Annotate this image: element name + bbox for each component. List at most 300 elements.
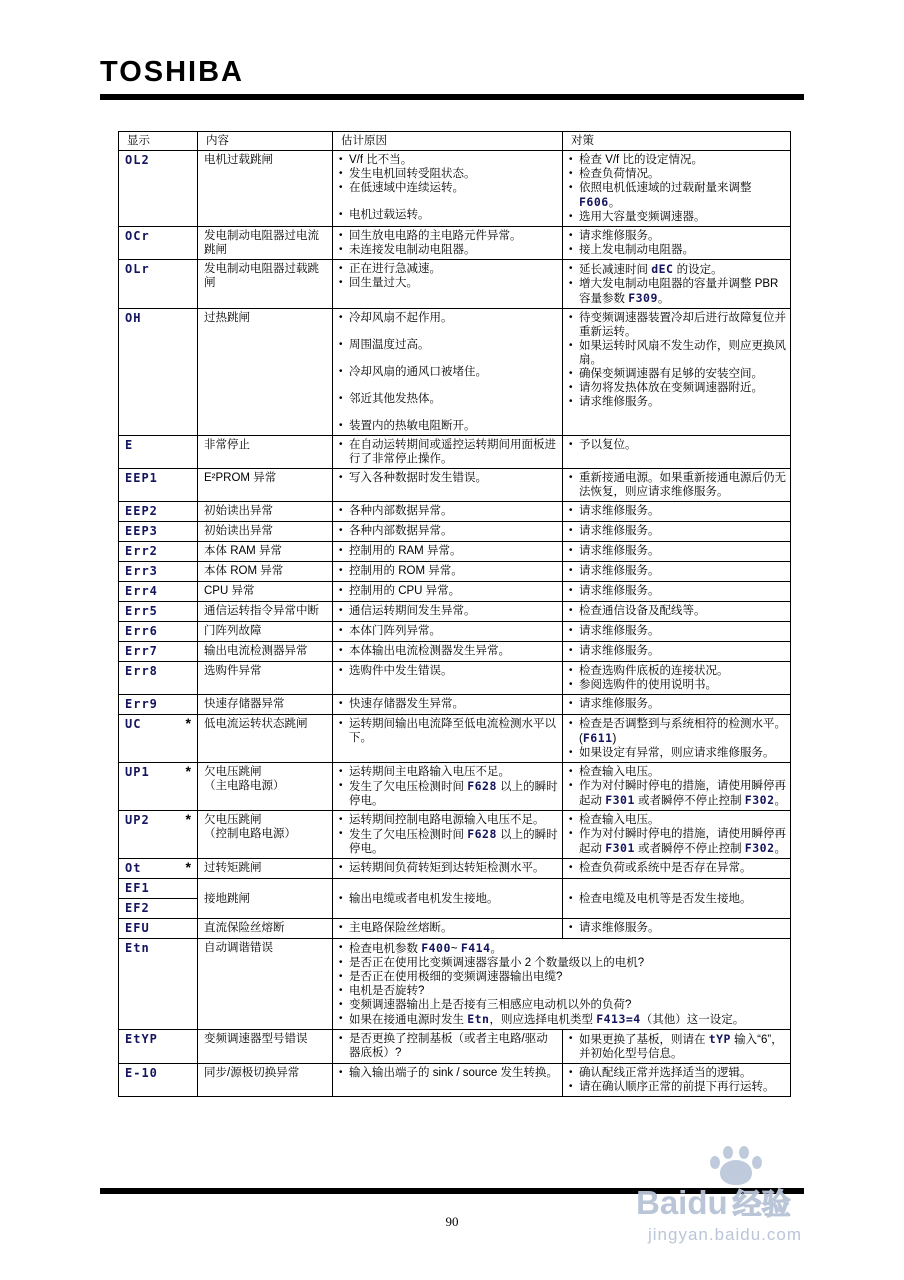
cell-display-code bbox=[119, 919, 198, 939]
bullet-item bbox=[339, 243, 558, 257]
bullet-icon: • bbox=[569, 230, 573, 241]
bullet-icon: • bbox=[569, 545, 573, 556]
bullet-item bbox=[569, 229, 786, 243]
bullet-text: 请求维修服务。 bbox=[579, 545, 660, 557]
bullet-text: 检查电机参数 F400~ F414。 bbox=[349, 941, 503, 955]
bullet-icon: • bbox=[569, 565, 573, 576]
param-code: F628 bbox=[467, 779, 497, 793]
error-code: E bbox=[125, 438, 134, 452]
cell-content bbox=[198, 695, 333, 715]
bullet-text: 各种内部数据异常。 bbox=[349, 525, 453, 537]
param-code: F301 bbox=[605, 793, 635, 807]
bullet-text: 请求维修服务。 bbox=[579, 698, 660, 710]
cell-content bbox=[198, 602, 333, 622]
bullet-icon: • bbox=[569, 1033, 573, 1044]
cell-content bbox=[198, 859, 333, 879]
cell-action bbox=[563, 151, 791, 227]
bullet-text: 请求维修服务。 bbox=[579, 922, 660, 934]
cell-display-code bbox=[119, 622, 198, 642]
cell-action bbox=[563, 582, 791, 602]
error-code: OH bbox=[125, 311, 142, 325]
bullet-text: 检查输入电压。 bbox=[579, 814, 660, 826]
bullet-icon: • bbox=[339, 1067, 343, 1078]
cell-display-code bbox=[119, 879, 198, 899]
cell-action bbox=[563, 695, 791, 715]
bullet-text: 选用大容量变频调速器。 bbox=[579, 211, 706, 223]
cell-action bbox=[563, 436, 791, 469]
bullet-item bbox=[339, 624, 558, 638]
table-row bbox=[119, 1030, 791, 1064]
error-code: EEP2 bbox=[125, 504, 158, 518]
bullet-item bbox=[569, 604, 786, 618]
param-code: F413=4 bbox=[596, 1012, 641, 1026]
bullet-text: 重新接通电源。如果重新接通电源后仍无法恢复，则应请求维修服务。 bbox=[579, 472, 786, 498]
bullet-item bbox=[339, 644, 558, 658]
param-code: tYP bbox=[708, 1032, 731, 1046]
bullet-item bbox=[569, 624, 786, 638]
error-code: EFU bbox=[125, 921, 150, 935]
bullet-text: 确保变频调速器有足够的安装空间。 bbox=[579, 368, 763, 380]
table-row bbox=[119, 309, 791, 436]
content-line: 初始读出异常 bbox=[204, 505, 273, 517]
bullet-icon: • bbox=[339, 263, 343, 274]
cell-cause bbox=[333, 582, 563, 602]
error-table-body bbox=[119, 151, 791, 1097]
bullet-icon: • bbox=[569, 244, 573, 255]
cell-display-code bbox=[119, 715, 198, 763]
content-line: 发电制动电阻器过电流跳闸 bbox=[204, 230, 319, 256]
cell-cause bbox=[333, 562, 563, 582]
bullet-icon: • bbox=[569, 182, 573, 193]
content-line: 同步/源极切换异常 bbox=[204, 1067, 300, 1079]
bullet-text: 请求维修服务。 bbox=[579, 230, 660, 242]
header-display: 显示 bbox=[119, 132, 198, 151]
cell-display-code bbox=[119, 859, 198, 879]
content-line: （控制电路电源） bbox=[204, 828, 296, 840]
bullet-icon: • bbox=[569, 312, 573, 323]
bullet-text: 检查通信设备及配线等。 bbox=[579, 605, 706, 617]
bullet-text: 冷却风扇的通风口被堵住。 bbox=[349, 366, 487, 378]
cell-display-code bbox=[119, 502, 198, 522]
table-row bbox=[119, 469, 791, 502]
param-code: dEC bbox=[651, 262, 674, 276]
bullet-text: 延长减速时间 dEC 的设定。 bbox=[579, 262, 723, 276]
bullet-item bbox=[339, 970, 786, 984]
bullet-item bbox=[339, 921, 558, 935]
bullet-text: 控制用的 ROM 异常。 bbox=[349, 565, 463, 577]
bullet-item bbox=[569, 438, 786, 452]
content-line: 过热跳闸 bbox=[204, 312, 250, 324]
cell-display-code bbox=[119, 151, 198, 227]
cell-content bbox=[198, 502, 333, 522]
bullet-text: 运转期间负荷转矩到达转矩检测水平。 bbox=[349, 862, 545, 874]
bullet-text: 控制用的 CPU 异常。 bbox=[349, 585, 461, 597]
bullet-item bbox=[569, 395, 786, 409]
cell-content bbox=[198, 522, 333, 542]
bullet-item bbox=[569, 544, 786, 558]
bullet-icon: • bbox=[339, 780, 343, 791]
cell-display-code bbox=[119, 309, 198, 436]
content-line: 输出电流检测器异常 bbox=[204, 645, 308, 657]
bullet-text: 请求维修服务。 bbox=[579, 505, 660, 517]
asterisk-marker: * bbox=[185, 811, 191, 827]
bullet-icon: • bbox=[339, 420, 343, 431]
bullet-item bbox=[569, 892, 786, 906]
bullet-text: 检查选购件底板的连接状况。 bbox=[579, 665, 729, 677]
table-row bbox=[119, 859, 791, 879]
cell-content bbox=[198, 227, 333, 260]
content-line: 本体 RAM 异常 bbox=[204, 545, 282, 557]
bullet-item bbox=[569, 584, 786, 598]
cell-content bbox=[198, 260, 333, 309]
cell-cause bbox=[333, 662, 563, 695]
bullet-text: 检查 V/f 比的设定情况。 bbox=[579, 154, 703, 166]
table-row bbox=[119, 227, 791, 260]
cell-cause bbox=[333, 151, 563, 227]
bullet-icon: • bbox=[569, 382, 573, 393]
bullet-text: 如果运转时风扇不发生动作，则应更换风扇。 bbox=[579, 340, 786, 366]
bullet-text: 请求维修服务。 bbox=[579, 625, 660, 637]
bullet-item bbox=[339, 564, 558, 578]
cell-action bbox=[563, 522, 791, 542]
bullet-text: 如果在接通电源时发生 Etn，则应选择电机类型 F413=4（其他）这一设定。 bbox=[349, 1012, 745, 1026]
bullet-icon: • bbox=[339, 472, 343, 483]
content-line: 快速存储器异常 bbox=[204, 698, 285, 710]
content-line: 选购件异常 bbox=[204, 665, 262, 677]
bullet-text: 依照电机低速域的过载耐量来调整 F606。 bbox=[579, 182, 752, 209]
error-code: OLr bbox=[125, 262, 150, 276]
table-row bbox=[119, 151, 791, 227]
bullet-item bbox=[339, 861, 558, 875]
bullet-icon: • bbox=[569, 1067, 573, 1078]
bullet-text: 是否正在使用比变频调速器容量小 2 个数量级以上的电机? bbox=[349, 957, 645, 969]
content-line: 直流保险丝熔断 bbox=[204, 922, 285, 934]
table-row bbox=[119, 695, 791, 715]
bullet-icon: • bbox=[569, 814, 573, 825]
bullet-item bbox=[339, 892, 558, 906]
cell-content bbox=[198, 562, 333, 582]
error-code: Err3 bbox=[125, 564, 158, 578]
table-row bbox=[119, 436, 791, 469]
param-code: F302 bbox=[744, 841, 775, 855]
cell-display-code bbox=[119, 260, 198, 309]
error-code: UC bbox=[125, 717, 142, 731]
bullet-icon: • bbox=[569, 211, 573, 222]
content-line: 欠电压跳闸 bbox=[204, 814, 262, 826]
bullet-icon: • bbox=[339, 985, 343, 996]
baidu-paw-icon bbox=[710, 1144, 766, 1186]
bullet-icon: • bbox=[569, 828, 573, 839]
cell-display-code bbox=[119, 227, 198, 260]
bullet-item bbox=[569, 277, 786, 306]
cell-action bbox=[563, 502, 791, 522]
content-line: 本体 ROM 异常 bbox=[204, 565, 284, 577]
cell-display-code bbox=[119, 763, 198, 811]
table-row bbox=[119, 582, 791, 602]
bullet-icon: • bbox=[569, 1081, 573, 1092]
bullet-item bbox=[569, 678, 786, 692]
cell-action bbox=[563, 542, 791, 562]
content-line: 非常停止 bbox=[204, 439, 250, 451]
cell-cause bbox=[333, 642, 563, 662]
cell-display-code bbox=[119, 662, 198, 695]
cell-display-code bbox=[119, 1064, 198, 1097]
header-rule bbox=[100, 94, 804, 100]
bullet-item bbox=[569, 311, 786, 339]
bullet-text: 选购件中发生错误。 bbox=[349, 665, 453, 677]
cell-cause bbox=[333, 879, 563, 919]
bullet-icon: • bbox=[339, 942, 343, 953]
bullet-item bbox=[339, 998, 786, 1012]
bullet-text: 检查是否调整到与系统相符的检测水平。(F611) bbox=[579, 718, 786, 745]
table-row bbox=[119, 502, 791, 522]
param-code: F414 bbox=[460, 941, 491, 955]
cell-content bbox=[198, 622, 333, 642]
bullet-text: 请求维修服务。 bbox=[579, 585, 660, 597]
bullet-item bbox=[569, 381, 786, 395]
bullet-text: 运转期间主电路输入电压不足。 bbox=[349, 766, 510, 778]
bullet-icon: • bbox=[339, 645, 343, 656]
error-code: UP1 bbox=[125, 765, 150, 779]
bullet-icon: • bbox=[569, 645, 573, 656]
bullet-text: 运转期间输出电流降至低电流检测水平以下。 bbox=[349, 718, 556, 744]
error-code: EEP3 bbox=[125, 524, 158, 538]
bullet-item bbox=[339, 229, 558, 243]
table-row bbox=[119, 763, 791, 811]
cell-content bbox=[198, 763, 333, 811]
table-row bbox=[119, 642, 791, 662]
bullet-icon: • bbox=[569, 892, 573, 904]
content-line: 自动调谐错误 bbox=[204, 942, 273, 954]
bullet-icon: • bbox=[569, 368, 573, 379]
cell-content bbox=[198, 662, 333, 695]
bullet-item bbox=[339, 717, 558, 745]
bullet-item bbox=[339, 956, 786, 970]
cell-cause bbox=[333, 919, 563, 939]
content-line: 欠电压跳闸 bbox=[204, 766, 262, 778]
cell-content bbox=[198, 919, 333, 939]
bullet-text: 正在进行急减速。 bbox=[349, 263, 441, 275]
bullet-text: 待变频调速器装置冷却后进行故障复位并重新运转。 bbox=[579, 312, 786, 338]
bullet-text: 接上发电制动电阻器。 bbox=[579, 244, 694, 256]
bullet-icon: • bbox=[569, 278, 573, 289]
bullet-item bbox=[569, 664, 786, 678]
bullet-icon: • bbox=[339, 814, 343, 825]
error-code: UP2 bbox=[125, 813, 150, 827]
table-row bbox=[119, 602, 791, 622]
bullet-icon: • bbox=[339, 168, 343, 179]
bullet-text: 变频调速器输出上是否接有三相感应电动机以外的负荷? bbox=[349, 999, 632, 1011]
page-number: 90 bbox=[445, 1214, 459, 1229]
bullet-text: 电机是否旋转? bbox=[349, 985, 425, 997]
table-row bbox=[119, 622, 791, 642]
bullet-text: 电机过载运转。 bbox=[349, 209, 430, 221]
bullet-item bbox=[569, 153, 786, 167]
bullet-icon: • bbox=[339, 971, 343, 982]
error-code: E-10 bbox=[125, 1066, 158, 1080]
bullet-icon: • bbox=[569, 168, 573, 179]
table-row bbox=[119, 662, 791, 695]
cell-display-code bbox=[119, 542, 198, 562]
bullet-item bbox=[339, 1066, 558, 1080]
error-code-table bbox=[118, 131, 791, 1097]
bullet-text: 请求维修服务。 bbox=[579, 396, 660, 408]
header-content: 内容 bbox=[198, 132, 333, 151]
bullet-item bbox=[339, 392, 558, 406]
cell-display-code bbox=[119, 562, 198, 582]
header-action: 对策 bbox=[563, 132, 791, 151]
header-cause: 估计原因 bbox=[333, 132, 563, 151]
bullet-text: 通信运转期间发生异常。 bbox=[349, 605, 476, 617]
cell-display-code bbox=[119, 602, 198, 622]
bullet-icon: • bbox=[339, 862, 343, 873]
cell-action bbox=[563, 622, 791, 642]
bullet-icon: • bbox=[339, 244, 343, 255]
cell-action bbox=[563, 859, 791, 879]
bullet-text: 请求维修服务。 bbox=[579, 565, 660, 577]
bullet-item bbox=[339, 697, 558, 711]
bullet-icon: • bbox=[569, 439, 573, 450]
cell-action bbox=[563, 919, 791, 939]
bullet-icon: • bbox=[339, 999, 343, 1010]
cell-action bbox=[563, 602, 791, 622]
bullet-text: 确认配线正常并选择适当的逻辑。 bbox=[579, 1067, 752, 1079]
param-code: Etn bbox=[467, 1012, 490, 1026]
error-code: Err4 bbox=[125, 584, 158, 598]
bullet-text: 邻近其他发热体。 bbox=[349, 393, 441, 405]
bullet-text: 本体输出电流检测器发生异常。 bbox=[349, 645, 510, 657]
bullet-item bbox=[339, 153, 558, 167]
bullet-item bbox=[339, 365, 558, 379]
bullet-icon: • bbox=[339, 277, 343, 288]
bullet-item bbox=[569, 339, 786, 367]
bullet-text: 冷却风扇不起作用。 bbox=[349, 312, 453, 324]
cell-cause bbox=[333, 469, 563, 502]
error-code: Err7 bbox=[125, 644, 158, 658]
bullet-text: 回生放电电路的主电路元件异常。 bbox=[349, 230, 522, 242]
bullet-icon: • bbox=[569, 525, 573, 536]
bullet-icon: • bbox=[339, 209, 343, 220]
bullet-item bbox=[569, 367, 786, 381]
cell-content bbox=[198, 469, 333, 502]
bullet-item bbox=[569, 1080, 786, 1094]
bullet-item bbox=[339, 276, 558, 290]
bullet-item bbox=[339, 311, 558, 325]
bullet-icon: • bbox=[339, 525, 343, 536]
bullet-text: 本体门阵列异常。 bbox=[349, 625, 441, 637]
bullet-item bbox=[339, 664, 558, 678]
bullet-text: 作为对付瞬时停电的措施，请使用瞬停再起动 F301 或者瞬停不停止控制 F302。 bbox=[579, 828, 786, 855]
cell-cause bbox=[333, 939, 791, 1030]
table-row bbox=[119, 542, 791, 562]
bullet-item bbox=[339, 419, 558, 433]
bullet-item bbox=[569, 262, 786, 277]
bullet-item bbox=[339, 504, 558, 518]
watermark-url: jingyan.baidu.com bbox=[648, 1225, 803, 1244]
bullet-text: 请求维修服务。 bbox=[579, 525, 660, 537]
bullet-item bbox=[339, 524, 558, 538]
content-line: 发电制动电阻器过载跳闸 bbox=[204, 263, 319, 289]
cell-content bbox=[198, 542, 333, 562]
bullet-text: 周围温度过高。 bbox=[349, 339, 430, 351]
bullet-icon: • bbox=[569, 766, 573, 777]
content-line: （主电路电源） bbox=[204, 780, 285, 792]
cell-display-code bbox=[119, 811, 198, 859]
bullet-icon: • bbox=[339, 828, 343, 839]
bullet-icon: • bbox=[569, 780, 573, 791]
bullet-item bbox=[569, 524, 786, 538]
table-row bbox=[119, 715, 791, 763]
bullet-text: 主电路保险丝熔断。 bbox=[349, 922, 453, 934]
bullet-icon: • bbox=[569, 625, 573, 636]
cell-content bbox=[198, 879, 333, 919]
cell-action bbox=[563, 1030, 791, 1064]
bullet-icon: • bbox=[569, 665, 573, 676]
cell-cause bbox=[333, 763, 563, 811]
bullet-item bbox=[569, 697, 786, 711]
error-code: Err6 bbox=[125, 624, 158, 638]
bullet-text: 发生了欠电压检测时间 F628 以上的瞬时停电。 bbox=[349, 827, 558, 855]
bullet-item bbox=[339, 813, 558, 827]
asterisk-marker: * bbox=[185, 763, 191, 779]
cell-cause bbox=[333, 811, 563, 859]
cell-cause bbox=[333, 260, 563, 309]
cell-content bbox=[198, 1064, 333, 1097]
content-line: 过转矩跳闸 bbox=[204, 862, 262, 874]
bullet-text: 发生电机回转受阻状态。 bbox=[349, 168, 476, 180]
cell-action bbox=[563, 642, 791, 662]
content-line: 接地跳闸 bbox=[204, 892, 250, 905]
bullet-item bbox=[339, 167, 558, 181]
bullet-icon: • bbox=[339, 892, 343, 904]
bullet-item bbox=[339, 604, 558, 618]
bullet-item bbox=[339, 584, 558, 598]
bullet-item bbox=[569, 471, 786, 499]
bullet-item bbox=[569, 243, 786, 257]
bullet-icon: • bbox=[339, 922, 343, 933]
bullet-item bbox=[339, 438, 558, 466]
bullet-item bbox=[569, 765, 786, 779]
cell-display-code bbox=[119, 1030, 198, 1064]
table-row bbox=[119, 260, 791, 309]
cell-content bbox=[198, 582, 333, 602]
error-code: EEP1 bbox=[125, 471, 158, 485]
bullet-icon: • bbox=[569, 340, 573, 351]
bullet-text: 增大发电制动电阻器的容量并调整 PBR 容量参数 F309。 bbox=[579, 278, 779, 305]
bullet-icon: • bbox=[569, 396, 573, 407]
bullet-item bbox=[339, 544, 558, 558]
cell-action bbox=[563, 879, 791, 919]
cell-cause bbox=[333, 622, 563, 642]
bullet-item bbox=[569, 746, 786, 760]
bullet-icon: • bbox=[569, 472, 573, 483]
cell-cause bbox=[333, 715, 563, 763]
bullet-text: 检查负荷或系统中是否存在异常。 bbox=[579, 862, 752, 874]
cell-display-code bbox=[119, 469, 198, 502]
asterisk-marker: * bbox=[185, 859, 191, 875]
bullet-item bbox=[569, 644, 786, 658]
param-code: F400 bbox=[421, 941, 451, 955]
bullet-item bbox=[339, 208, 558, 222]
bullet-icon: • bbox=[339, 565, 343, 576]
error-code: Err8 bbox=[125, 664, 158, 678]
bullet-icon: • bbox=[339, 505, 343, 516]
bullet-item bbox=[569, 181, 786, 210]
bullet-icon: • bbox=[569, 585, 573, 596]
bullet-text: 如果设定有异常，则应请求维修服务。 bbox=[579, 747, 775, 759]
cell-display-code bbox=[119, 899, 198, 919]
cell-action bbox=[563, 309, 791, 436]
